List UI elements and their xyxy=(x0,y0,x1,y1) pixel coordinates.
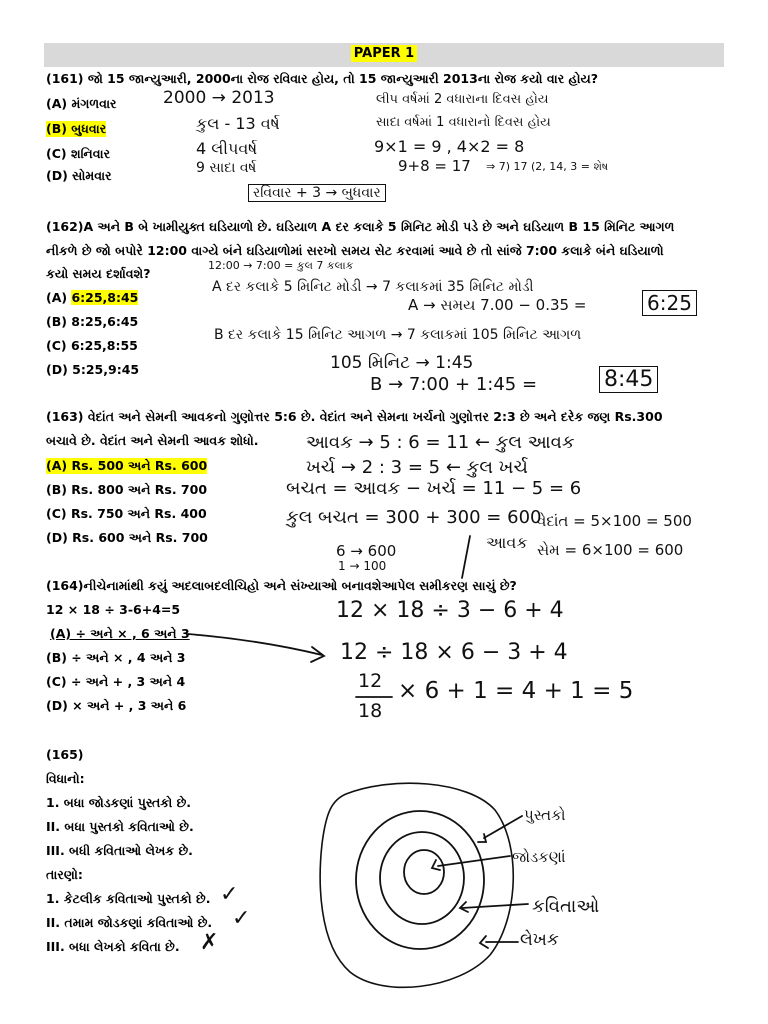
q161-option-a: (A) મંગળવાર xyxy=(46,96,117,111)
q161-note-range: 2000 → 2013 xyxy=(163,88,275,108)
q164-note-line2: 12 ÷ 18 × 6 − 3 + 4 xyxy=(340,640,568,665)
q163-note-saving: બચત = આવક − ખર્ચ = 11 − 5 = 6 xyxy=(286,478,582,499)
q165-number: (165) xyxy=(46,747,84,762)
q163-question-line1: (163) વેદાંત અને સેમની આવકનો ગુણોત્તર 5:6 છે. વેદાંત અને સેમના ખર્ચનો ગુણોત્તર 2:3 છે અને દરેક જણ Rs.300 xyxy=(46,409,663,424)
q161-note-rule2: સાદા વર્ષમાં 1 વધારાનો દિવસ હોય xyxy=(376,115,551,130)
q161-option-b: (B) બુધવાર xyxy=(46,121,107,136)
q161-question: (161) જો 15 જાન્યુઆરી, 2000ના રોજ રવિવાર હોય, તો 15 જાન્યુઆરી 2013ના રોજ કયો વાર હોય? xyxy=(46,71,599,86)
q161-option-d: (D) સોમવાર xyxy=(46,168,112,183)
q162-option-d: (D) 5:25,9:45 xyxy=(46,362,140,377)
q161-note-calc1: 9×1 = 9 , 4×2 = 8 xyxy=(374,137,525,156)
q165-conclusion-1: 1. કેટલીક કવિતાઓ પુસ્તકો છે. xyxy=(46,891,211,906)
q161-note-calc2: 9+8 = 17 xyxy=(398,157,471,175)
q162-note-span: 12:00 → 7:00 = કુલ 7 કલાક xyxy=(208,259,354,272)
q163-note-map1: 6 → 600 xyxy=(336,542,397,560)
q162-note-b2: 105 મિનિટ → 1:45 xyxy=(330,353,474,373)
paper-title: PAPER 1 xyxy=(351,45,417,62)
q162-question-line1: (162)A અને B બે ખામીયુક્ત ઘડિયાળો છે. ઘડિયાળ A દર કલાકે 5 મિનિટ મોડી પડે છે અને ઘડિયાળ B 15 મિનિટ આગળ xyxy=(46,219,675,234)
q163-question-line2: બચાવે છે. વેદાંત અને સેમની આવક શોધો. xyxy=(46,433,259,448)
q165-statement-3: III. બધી કવિતાઓ લેખક છે. xyxy=(46,843,193,858)
q165-label-writers: લેખક xyxy=(520,930,559,950)
q161-note-mod: ⇒ 7) 17 (2, 14, 3 = શેષ xyxy=(486,160,609,173)
q161-note-answer: રવિવાર + 3 → બુધવાર xyxy=(248,184,386,202)
q162-note-a-answer: 6:25 xyxy=(642,290,697,316)
q161-note-rule1: લીપ વર્ષમાં 2 વધારાના દિવસ હોય xyxy=(376,92,549,107)
q161-note-total: કુલ - 13 વર્ષ xyxy=(196,114,280,133)
q162-option-c: (C) 6:25,8:55 xyxy=(46,338,138,353)
q163-option-b: (B) Rs. 800 અને Rs. 700 xyxy=(46,482,208,497)
q165-conclusion-2: II. તમામ જોડકણાં કવિતાઓ છે. xyxy=(46,915,213,930)
q165-label-books: પુસ્તકો xyxy=(524,806,566,824)
q162-note-b-answer: 8:45 xyxy=(599,366,658,393)
q163-note-label: આવક xyxy=(486,533,528,552)
q165-conclusions-label: તારણો: xyxy=(46,867,83,882)
q162-option-a-label: (A) xyxy=(46,290,72,305)
q162-note-a1: A દર કલાકે 5 મિનિટ મોડી → 7 કલાકમાં 35 મિનિટ મોડી xyxy=(212,279,534,295)
q163-note-vedant: વેદાંત = 5×100 = 500 xyxy=(537,512,692,530)
q162-note-b1: B દર કલાકે 15 મિનિટ આગળ → 7 કલાકમાં 105 મિનિટ આગળ xyxy=(214,327,582,343)
q162-option-b: (B) 8:25,6:45 xyxy=(46,314,139,329)
q161-note-normal: 9 સાદા વર્ષ xyxy=(196,160,257,176)
q164-note-line3: × 6 + 1 = 4 + 1 = 5 xyxy=(398,678,634,704)
q164-question: (164)નીચેનામાંથી કયું અદલાબદલીચિહો અને સંખ્યાઓ બનાવશેઆપેલ સમીકરણ સાચું છે? xyxy=(46,578,517,593)
q162-question-line3: કયો સમય દર્શાવશે? xyxy=(46,266,151,281)
q165-statement-2: II. બધા પુસ્તકો કવિતાઓ છે. xyxy=(46,819,194,834)
q165-label-poems: કવિતાઓ xyxy=(532,896,600,917)
q162-option-a-value: 6:25,8:45 xyxy=(71,290,139,305)
q163-note-expense: ખર્ચ → 2 : 3 = 5 ← કુલ ખર્ચ xyxy=(306,457,528,478)
q163-option-d: (D) Rs. 600 અને Rs. 700 xyxy=(46,530,208,545)
q162-note-b3: B → 7:00 + 1:45 = xyxy=(370,374,538,395)
q161-option-c: (C) શનિવાર xyxy=(46,146,111,161)
q165-statements-label: વિધાનો: xyxy=(46,771,85,786)
q164-equation: 12 × 18 ÷ 3-6+4=5 xyxy=(46,602,181,617)
q164-option-b: (B) ÷ અને × , 4 અને 3 xyxy=(46,650,186,665)
q165-mark-2: ✓ xyxy=(232,906,251,931)
q163-note-map2: 1 → 100 xyxy=(338,559,387,573)
q164-note-numerator: 12 xyxy=(358,670,383,692)
q165-conclusion-3: III. બધા લેખકો કવિતા છે. xyxy=(46,939,180,954)
q163-note-total: કુલ બચત = 300 + 300 = 600 xyxy=(286,507,542,528)
q162-note-a2: A → સમય 7.00 − 0.35 = xyxy=(408,296,587,314)
q161-note-leap: 4 લીપવર્ષ xyxy=(196,139,258,158)
q164-option-a: (A) ÷ અને × , 6 અને 3 xyxy=(50,626,190,641)
q164-note-line1: 12 × 18 ÷ 3 − 6 + 4 xyxy=(336,598,564,623)
q165-mark-1: ✓ xyxy=(220,882,239,907)
q164-note-denominator: 18 xyxy=(358,700,383,722)
q163-option-a: (A) Rs. 500 અને Rs. 600 xyxy=(46,458,208,473)
q163-option-c: (C) Rs. 750 અને Rs. 400 xyxy=(46,506,207,521)
q165-label-rhymes: જોડકણાં xyxy=(512,848,566,866)
q164-option-d: (D) × અને + , 3 અને 6 xyxy=(46,698,187,713)
q164-option-c: (C) ÷ અને + , 3 અને 4 xyxy=(46,674,186,689)
q165-statement-1: 1. બધા જોડકણાં પુસ્તકો છે. xyxy=(46,795,192,810)
q163-note-income: આવક → 5 : 6 = 11 ← કુલ આવક xyxy=(306,432,575,453)
q163-note-sam: સેમ = 6×100 = 600 xyxy=(537,541,684,559)
q162-question-line2: નીકળે છે જો બપોરે 12:00 વાગ્યે બંને ઘડિયાળોમાં સરખો સમય સેટ કરવામાં આવે છે તો સાંજે 7:00 કલાકે બંને ઘડિયાળો xyxy=(46,243,664,258)
q165-mark-3: ✗ xyxy=(200,930,219,955)
